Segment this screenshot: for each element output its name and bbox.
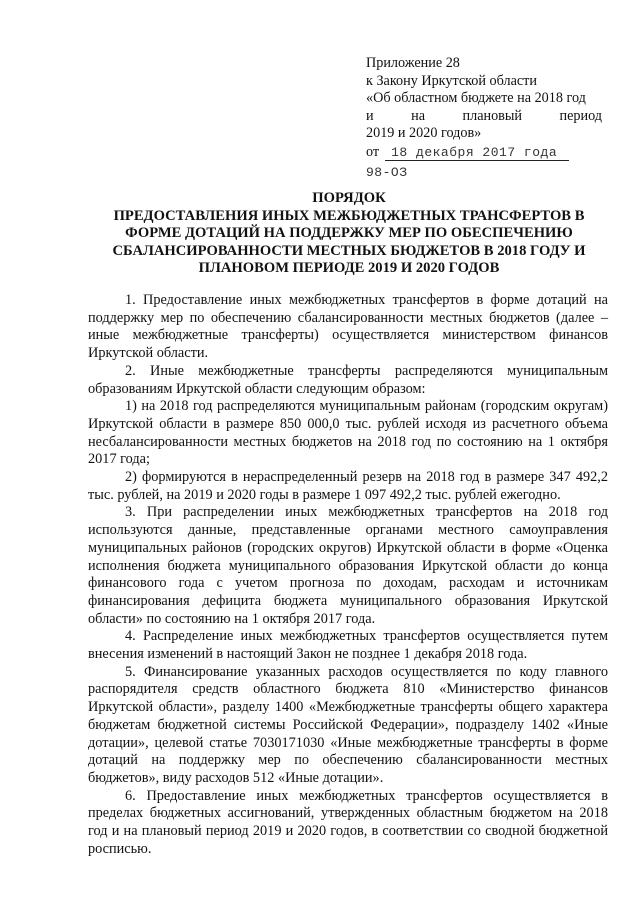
appendix-word: плановый	[462, 107, 522, 124]
paragraph-5: 5. Финансирование указанных расходов осуществляется по коду главного распорядителя средств областного бюджета 810 «Министерство финансов Иркутской области», разделу 1400 «Межбюджетные трансферты общего характера бюджетам бюджетной системы Российской Федерации», подразделу 1402 «Иные дотации», целевой статье 7030171030 «Иные межбюджетные трансферты в форме дотаций на поддержку мер по обеспечению сбалансированности местных бюджетов», виду расходов 512 «Иные дотации».	[88, 663, 608, 786]
paragraph-2-item-2: 2) формируются в нераспределенный резерв на 2018 год в размере 347 492,2 тыс. рублей, на 2019 и 2020 годы в размере 1 097 492,2 тыс. рублей ежегодно.	[88, 469, 608, 503]
paragraph-4: 4. Распределение иных межбюджетных трансфертов осуществляется путем внесения изменений в настоящий Закон не позднее 1 декабря 2018 года.	[88, 628, 608, 663]
title-line-4: СБАЛАНСИРОВАННОСТИ МЕСТНЫХ БЮДЖЕТОВ В 2018 ГОДУ И	[112, 242, 586, 259]
appendix-word: и	[366, 107, 374, 124]
appendix-line-5: 2019 и 2020 годов»	[366, 125, 482, 142]
title-line-1: ПОРЯДОК	[312, 190, 386, 206]
title-line-5: ПЛАНОВОМ ПЕРИОДЕ 2019 И 2020 ГОДОВ	[198, 260, 500, 277]
date-prefix: от	[366, 143, 380, 160]
paragraph-1: 1. Предоставление иных межбюджетных трансфертов в форме дотаций на поддержку мер по обеспечению сбалансированности местных бюджетов (далее – иные межбюджетные трансферты) осуществляется министерством финансов Иркутской области.	[88, 292, 608, 362]
paragraph-2: 2. Иные межбюджетные трансферты распределяются муниципальным образованиям Иркутской области следующим образом:	[88, 362, 608, 397]
document-body	[88, 292, 608, 859]
title-line-3: ФОРМЕ ДОТАЦИЙ НА ПОДДЕРЖКУ МЕР ПО ОБЕСПЕЧЕНИЮ	[125, 225, 573, 242]
law-number: 98-ОЗ	[366, 164, 408, 180]
paragraph-2-item-1: 1) на 2018 год распределяются муниципальным районам (городским округам) Иркутской области в размере 850 000,0 тыс. рублей исходя из расчетного объема несбалансированности местных бюджетов на 2018 год по состоянию на 1 октября 2017 года;	[88, 398, 608, 468]
paragraph-6: 6. Предоставление иных межбюджетных трансфертов осуществляется в пределах бюджетных ассигнований, утвержденных областным бюджетом на 2018 год и на плановый период 2019 и 2020 годов, в соответствии со сводной бюджетной росписью.	[88, 787, 608, 857]
appendix-line-3: «Об областном бюджете на 2018 год	[366, 90, 586, 107]
appendix-header	[366, 55, 602, 181]
appendix-line-2: к Закону Иркутской области	[366, 72, 537, 89]
paragraph-3: 3. При распределении иных межбюджетных трансфертов на 2018 год используются данные, представленные органами местного самоуправления муниципальных районов (городских округов) Иркутской области в форме «Оценка исполнения бюджета муниципального образования Иркутской области до конца финансового года с учетом прогноза по доходам, расходам и источникам финансирования дефицита бюджета муниципального образования Иркутской области» по состоянию на 1 октября 2017 года.	[88, 504, 608, 627]
appendix-line-4	[366, 108, 602, 126]
appendix-date-line	[366, 144, 602, 162]
appendix-line-1: Приложение 28	[366, 55, 460, 71]
date-value: 18 декабря 2017 года	[385, 145, 569, 161]
document-title	[88, 190, 610, 278]
appendix-word: на	[411, 107, 425, 124]
appendix-word: период	[559, 107, 602, 124]
title-line-2: ПРЕДОСТАВЛЕНИЯ ИНЫХ МЕЖБЮДЖЕТНЫХ ТРАНСФЕРТОВ В	[113, 207, 585, 224]
